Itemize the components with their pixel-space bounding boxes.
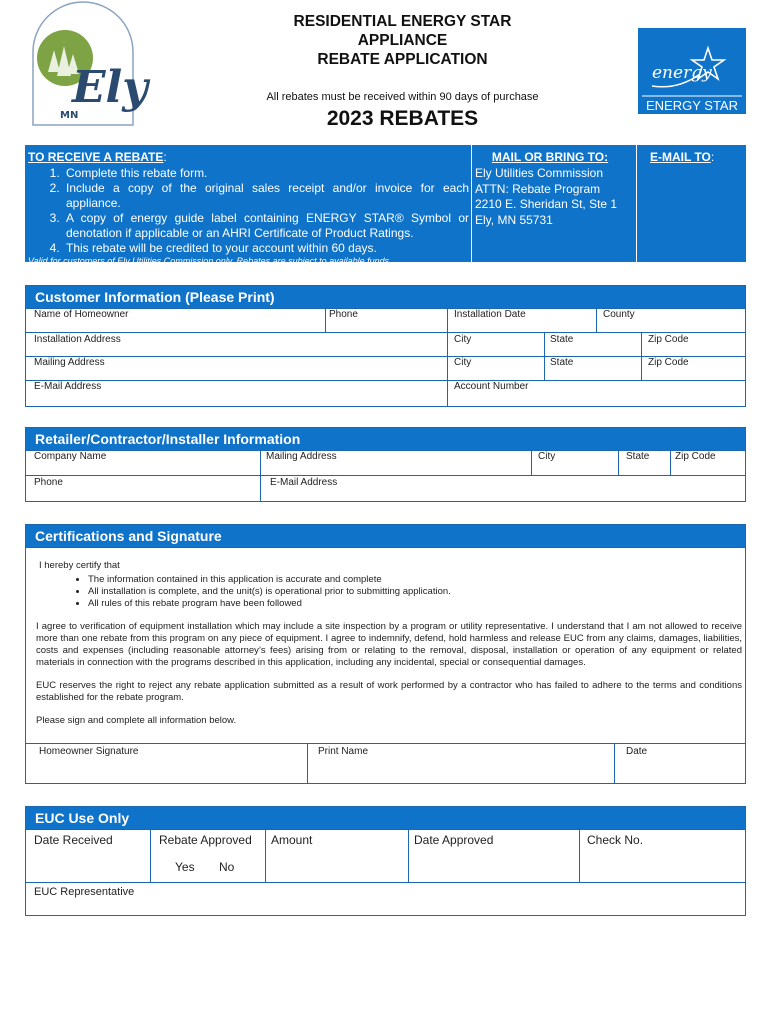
ely-logo-mn: MN — [60, 110, 79, 121]
print-name-field[interactable]: Print Name — [318, 746, 369, 757]
customer-information-section — [25, 285, 746, 407]
address-line: Ely Utilities Commission — [475, 166, 604, 180]
retailer-phone-field[interactable]: Phone — [34, 477, 63, 488]
euc-use-only-section — [25, 806, 746, 916]
certify-item: • All installation is complete, and the unit(s) is operational prior to submitting application. — [88, 586, 742, 598]
approved-yes-option[interactable]: Yes — [175, 860, 195, 874]
mail-heading: MAIL OR BRING TO: — [491, 150, 609, 164]
date-received-field[interactable]: Date Received — [34, 833, 113, 847]
receive-rebate-column: TO RECEIVE A REBATE: 1. Complete this rebate form. 2. Include a copy of the original sales receipt and/or invoice for each appliance. 3. A copy of energy guide label containing ENERGY STAR® Symbol or denotation if applicable or an AHRI Certificate of Product Ratings. 4. This rebate will be credited to your account within 60 days. Valid for customers of Ely Utilities Commission only. Rebates are subject to available funds. — [25, 145, 472, 262]
homeowner-signature-field[interactable]: Homeowner Signature — [39, 746, 139, 757]
approved-no-option[interactable]: No — [219, 860, 235, 874]
ely-logo-text: Ely — [72, 62, 148, 113]
rebate-approved-field[interactable]: Rebate Approved — [159, 833, 252, 847]
mail-address — [471, 166, 636, 228]
retailer-city-field[interactable]: City — [538, 451, 556, 462]
email-heading[interactable]: E-MAIL TO — [650, 150, 711, 164]
customer-section-title: Customer Information (Please Print) — [26, 286, 745, 308]
deadline-note: All rebates must be received within 90 days of purchase — [266, 91, 539, 103]
sign-instruction: Please sign and complete all information below. — [36, 715, 237, 726]
certifications-section-title: Certifications and Signature — [26, 525, 745, 547]
ely-logo — [30, 20, 148, 130]
retailer-section-title: Retailer/Contractor/Installer Information — [26, 428, 745, 450]
mailing-zip-field[interactable]: Zip Code — [648, 357, 689, 368]
rebate-step: 4. This rebate will be credited to your account within 60 days. — [63, 241, 469, 256]
installation-zip-field[interactable]: Zip Code — [648, 334, 689, 345]
address-line: ATTN: Rebate Program — [475, 181, 601, 196]
certifications-section — [25, 524, 746, 784]
title-line-3: REBATE APPLICATION — [317, 51, 488, 68]
energy-star-icon — [638, 28, 746, 114]
rebate-step: 2. Include a copy of the original sales receipt and/or invoice for each appliance. — [63, 181, 469, 211]
certify-item: • The information contained in this application is accurate and complete — [88, 574, 742, 586]
year-heading: 2023 REBATES — [326, 107, 479, 130]
email-address-field[interactable]: E-Mail Address — [34, 381, 102, 392]
account-number-field[interactable]: Account Number — [454, 381, 529, 392]
check-number-field[interactable]: Check No. — [587, 833, 644, 847]
agreement-paragraph: I agree to verification of equipment installation which may include a site inspection by a program or utility representative. I understand that I am not allowed to receive more than one rebate from this program on any piece of equipment. I agree to indemnify, defend, hold harmless and release EUC from any claims, damages, liabilities, costs and expenses (including reasonable attorney’s fees) arising from or relating to the removal, disposal, installation or operation of any equipment or related materials in connection with the programs described in this application, including any incidental, special or consequential damages. — [36, 621, 742, 668]
certify-list — [36, 574, 742, 610]
certify-item: • All rules of this rebate program have been followed — [88, 598, 742, 610]
address-line: Ely, MN 55731 — [475, 212, 553, 227]
rebate-step: 1. Complete this rebate form. — [63, 166, 469, 181]
validity-note: Valid for customers of Ely Utilities Commission only. Rebates are subject to available funds. — [28, 256, 392, 266]
retailer-information-section — [25, 427, 746, 502]
certification-text — [36, 560, 742, 727]
email-column: E-MAIL TO: — [650, 150, 715, 164]
date-approved-field[interactable]: Date Approved — [414, 833, 494, 847]
mail-column — [471, 145, 637, 262]
rebate-steps — [25, 166, 471, 256]
phone-field[interactable]: Phone — [329, 309, 358, 320]
instructions-panel — [25, 145, 746, 266]
installation-state-field[interactable]: State — [550, 334, 574, 345]
title-line-2: APPLIANCE — [357, 32, 448, 49]
address-line: 2210 E. Sheridan St, Ste 1 — [475, 197, 618, 211]
rebate-step: 3. A copy of energy guide label containing ENERGY STAR® Symbol or denotation if applicable or an AHRI Certificate of Product Ratings. — [63, 211, 469, 241]
mailing-address-field[interactable]: Mailing Address — [34, 357, 105, 368]
energy-star-label: ENERGY STAR — [646, 98, 738, 113]
euc-representative-field[interactable]: EUC Representative — [34, 886, 135, 898]
mailing-state-field[interactable]: State — [550, 357, 574, 368]
homeowner-name-field[interactable]: Name of Homeowner — [34, 309, 129, 320]
company-name-field[interactable]: Company Name — [34, 451, 107, 462]
ely-logo-mark — [30, 20, 148, 130]
reservation-paragraph: EUC reserves the right to reject any rebate application submitted as a result of work performed by a contractor who has failed to adhere to the terms and conditions established for the rebate program. — [36, 680, 742, 703]
euc-section-title: EUC Use Only — [26, 807, 745, 829]
retailer-mailing-address-field[interactable]: Mailing Address — [266, 451, 337, 462]
energy-star-script: energy — [652, 63, 712, 83]
page-title — [250, 12, 555, 69]
retailer-email-field[interactable]: E-Mail Address — [270, 477, 338, 488]
title-line-1: RESIDENTIAL ENERGY STAR — [293, 13, 512, 30]
retailer-state-field[interactable]: State — [626, 451, 650, 462]
installation-city-field[interactable]: City — [454, 334, 472, 345]
energy-star-logo — [638, 28, 746, 114]
mailing-city-field[interactable]: City — [454, 357, 472, 368]
certify-intro: I hereby certify that — [39, 560, 120, 571]
receive-rebate-heading: TO RECEIVE A REBATE — [28, 150, 164, 164]
retailer-zip-field[interactable]: Zip Code — [675, 451, 716, 462]
installation-address-field[interactable]: Installation Address — [34, 334, 121, 345]
installation-date-field[interactable]: Installation Date — [454, 309, 526, 320]
county-field[interactable]: County — [603, 309, 635, 320]
amount-field[interactable]: Amount — [271, 833, 313, 847]
signature-date-field[interactable]: Date — [626, 746, 648, 757]
